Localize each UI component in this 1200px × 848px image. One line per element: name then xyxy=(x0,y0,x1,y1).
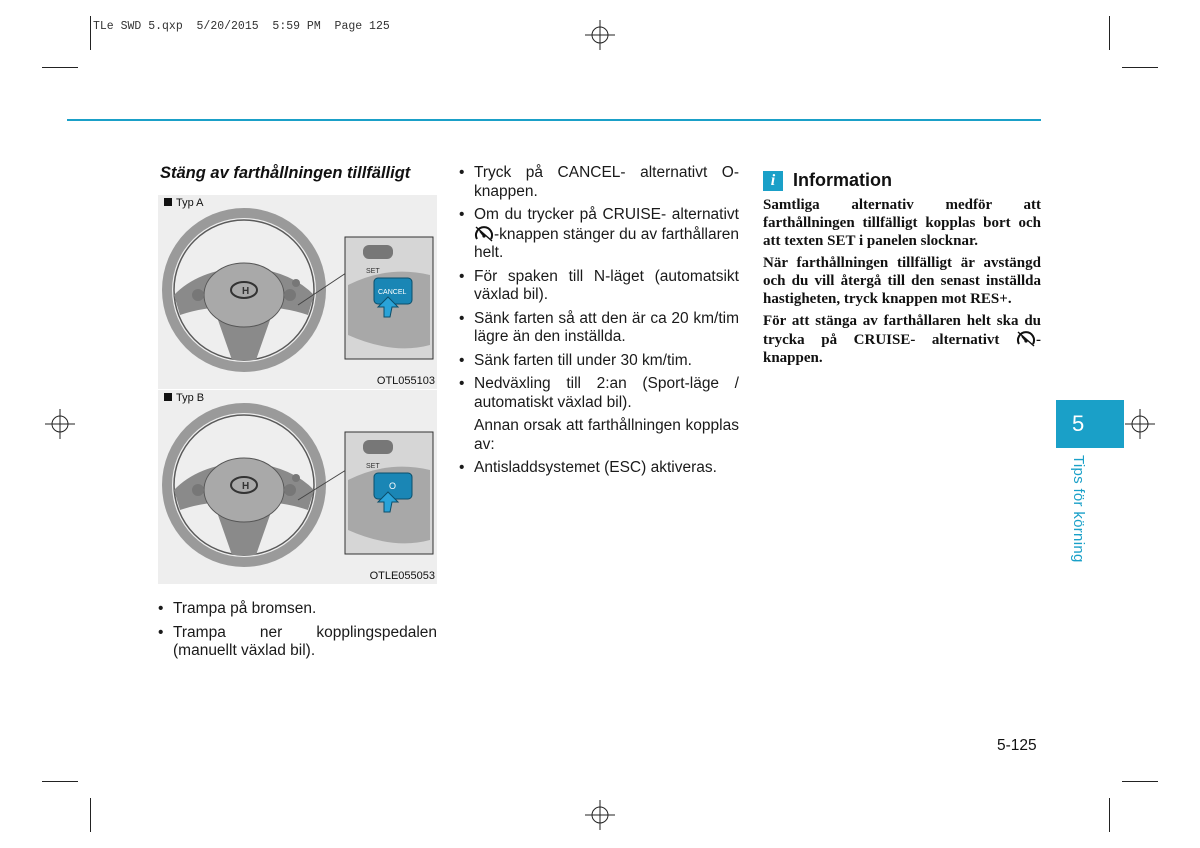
info-paragraph: För att stänga av farthållaren helt ska du trycka på CRUISE- alternativt -knappen. xyxy=(763,313,1042,366)
figure-label: Typ A xyxy=(164,197,204,209)
registration-mark-icon xyxy=(585,800,615,830)
chapter-label: Tips för körning xyxy=(1070,455,1087,563)
list-paragraph: Annan orsak att farthållningen kopplas av: xyxy=(474,417,739,453)
steering-wheel-illustration xyxy=(158,390,437,584)
crop-mark xyxy=(1109,16,1110,50)
figure-label: Typ B xyxy=(164,392,204,404)
list-item: • Om du trycker på CRUISE- alternativt -knappen stänger du av farthållaren helt. xyxy=(459,206,739,263)
figure-code: OTLE055053 xyxy=(369,570,435,582)
info-paragraph: Samtliga alternativ medför att farthållningen tillfälligt kopplas bort och att texten SET i panelen slocknar. xyxy=(763,197,1041,249)
square-bullet-icon xyxy=(164,198,172,206)
crop-mark xyxy=(1122,781,1158,782)
list-item: • För spaken till N-läget (automatsikt växlad bil). xyxy=(459,268,739,305)
crop-mark xyxy=(90,798,91,832)
list-item: • Trampa på bromsen. xyxy=(158,600,437,619)
info-paragraph: När farthållningen tillfälligt är avstängd och du vill återgå till den senast inställda hastigheten, tryck knappen mot RES+. xyxy=(763,255,1041,307)
information-title: Information xyxy=(793,170,892,190)
registration-mark-icon xyxy=(585,20,615,50)
figure-steering-wheel-type-a xyxy=(158,195,437,389)
svg-text:H: H xyxy=(242,481,250,492)
list-item: • Sänk farten till under 30 km/tim. xyxy=(459,352,739,371)
cancel-button-label: CANCEL xyxy=(378,289,407,296)
set-switch-label: SET xyxy=(366,268,380,275)
information-box xyxy=(763,170,1041,371)
page-number: 5-125 xyxy=(997,737,1037,754)
crop-mark xyxy=(90,16,91,50)
chapter-tab: 5 xyxy=(1056,400,1124,448)
crop-mark xyxy=(1109,798,1110,832)
steering-wheel-illustration xyxy=(158,195,437,389)
list-item: • Tryck på CANCEL- alternativt O-knappen. xyxy=(459,164,739,201)
square-bullet-icon xyxy=(164,393,172,401)
information-header xyxy=(763,170,1041,191)
list-item: • Antisladdsystemet (ESC) aktiveras. xyxy=(459,459,739,478)
list-item: • Trampa ner kopplingspedalen (manuellt växlad bil). xyxy=(158,624,437,661)
o-button-label: O xyxy=(389,481,397,491)
print-slug: TLe SWD 5.qxp 5/20/2015 5:59 PM Page 125 xyxy=(93,20,390,33)
header-rule xyxy=(67,119,1041,121)
figure-steering-wheel-type-b xyxy=(158,390,437,584)
set-switch-label: SET xyxy=(366,463,380,470)
cruise-control-icon xyxy=(1016,330,1036,348)
left-bullet-list xyxy=(158,600,437,666)
list-item: • Nedväxling till 2:an (Sport-läge / automatiskt växlad bil). xyxy=(459,375,739,412)
registration-mark-icon xyxy=(45,409,75,439)
svg-text:H: H xyxy=(242,286,250,297)
figure-code: OTL055103 xyxy=(376,375,435,387)
crop-mark xyxy=(1122,67,1158,68)
section-heading: Stäng av farthållningen tillfälligt xyxy=(160,164,411,182)
cruise-control-icon xyxy=(474,225,494,243)
registration-mark-icon xyxy=(1125,409,1155,439)
list-item: • Sänk farten så att den är ca 20 km/tim lägre än den inställda. xyxy=(459,310,739,347)
crop-mark xyxy=(42,67,78,68)
info-icon: i xyxy=(763,171,783,191)
crop-mark xyxy=(42,781,78,782)
middle-bullet-list xyxy=(459,164,739,483)
